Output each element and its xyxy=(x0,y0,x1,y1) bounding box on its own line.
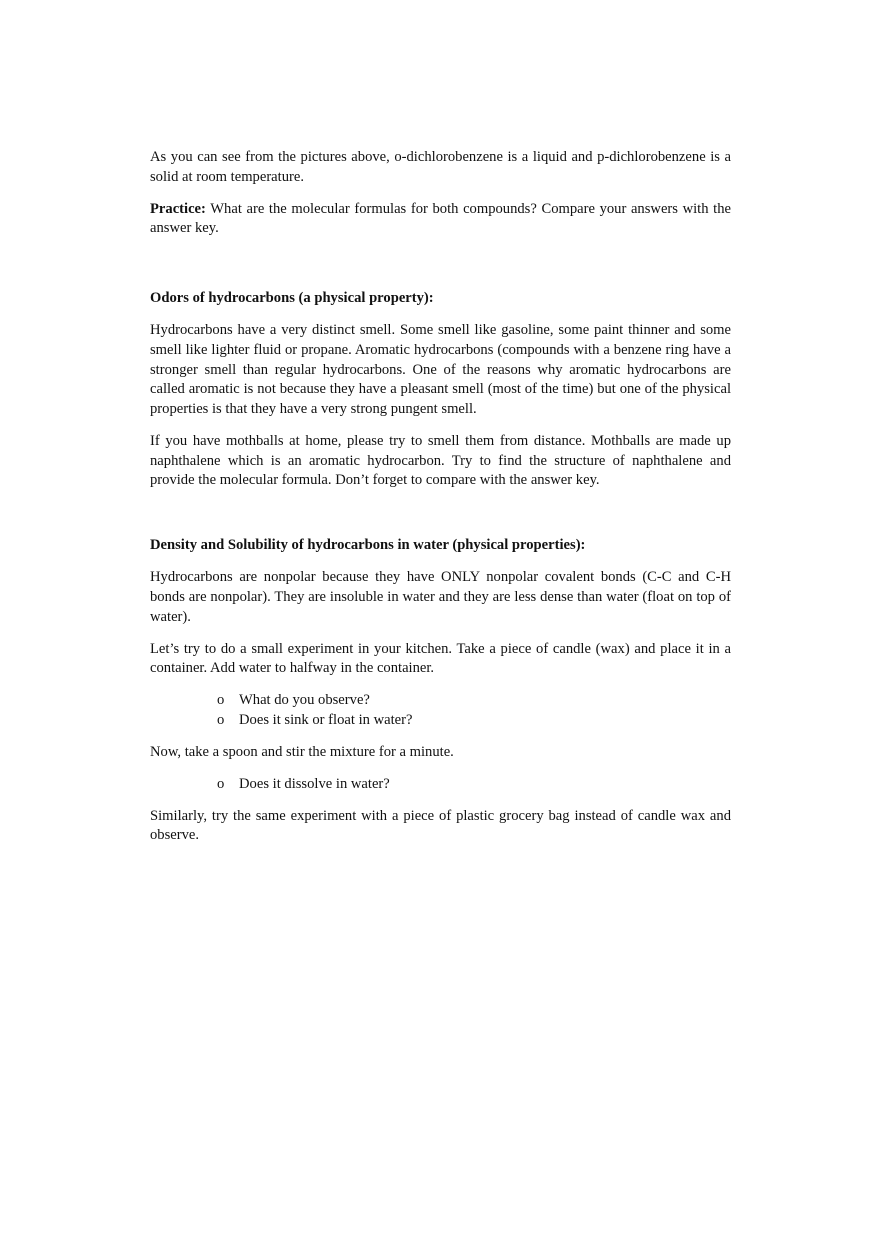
list-item xyxy=(217,691,731,711)
bullet-mark: o xyxy=(217,776,225,793)
intro-paragraph: As you can see from the pictures above, o-dichlorobenzene is a liquid and p-dichlorobenzene is a solid at room temperature. xyxy=(150,149,731,185)
density-paragraph-2: Let’s try to do a small experiment in your kitchen. Take a piece of candle (wax) and place it in a container. Add water to halfway in the container. xyxy=(150,640,731,677)
list-item xyxy=(217,711,731,731)
question-text: What do you observe? xyxy=(239,692,370,709)
bullet-mark: o xyxy=(217,712,225,729)
density-heading: Density and Solubility of hydrocarbons in water (physical properties): xyxy=(150,537,586,554)
bullet-mark: o xyxy=(217,692,225,709)
density-paragraph-3: Now, take a spoon and stir the mixture for a minute. xyxy=(150,743,454,760)
odors-heading: Odors of hydrocarbons (a physical property): xyxy=(150,290,434,307)
section-spacer xyxy=(150,251,731,289)
question-list-1 xyxy=(150,691,731,731)
question-text: Does it sink or float in water? xyxy=(239,712,413,729)
section-spacer xyxy=(150,503,731,536)
practice-label: Practice: xyxy=(150,200,206,217)
practice-text: What are the molecular formulas for both compounds? Compare your answers with the answer key. xyxy=(150,200,731,237)
list-item xyxy=(217,775,731,795)
density-paragraph-4: Similarly, try the same experiment with a piece of plastic grocery bag instead of candle wax and observe. xyxy=(150,807,731,844)
question-text: Does it dissolve in water? xyxy=(239,776,390,793)
odors-paragraph-1: Hydrocarbons have a very distinct smell. Some smell like gasoline, some paint thinner and some smell like lighter fluid or propane. Aromatic hydrocarbons (compounds with a benzene ring have a stronger smell than regular hydrocarbons. One of the reasons why aromatic hydrocarbons are called aromatic is not because they have a pleasant smell (most of the time) but one of the physical properties is that they have a very strong pungent smell. xyxy=(150,322,731,417)
odors-paragraph-2: If you have mothballs at home, please try to smell them from distance. Mothballs are made up naphthalene which is an aromatic hydrocarbon. Try to find the structure of naphthalene and provide the molecular formula. Don’t forget to compare with the answer key. xyxy=(150,432,731,489)
practice-paragraph xyxy=(150,200,731,239)
question-list-2 xyxy=(150,775,731,795)
document-page xyxy=(150,148,731,858)
density-paragraph-1: Hydrocarbons are nonpolar because they have ONLY nonpolar covalent bonds (C-C and C-H bonds are nonpolar). They are insoluble in water and they are less dense than water (float on top of water). xyxy=(150,569,731,625)
